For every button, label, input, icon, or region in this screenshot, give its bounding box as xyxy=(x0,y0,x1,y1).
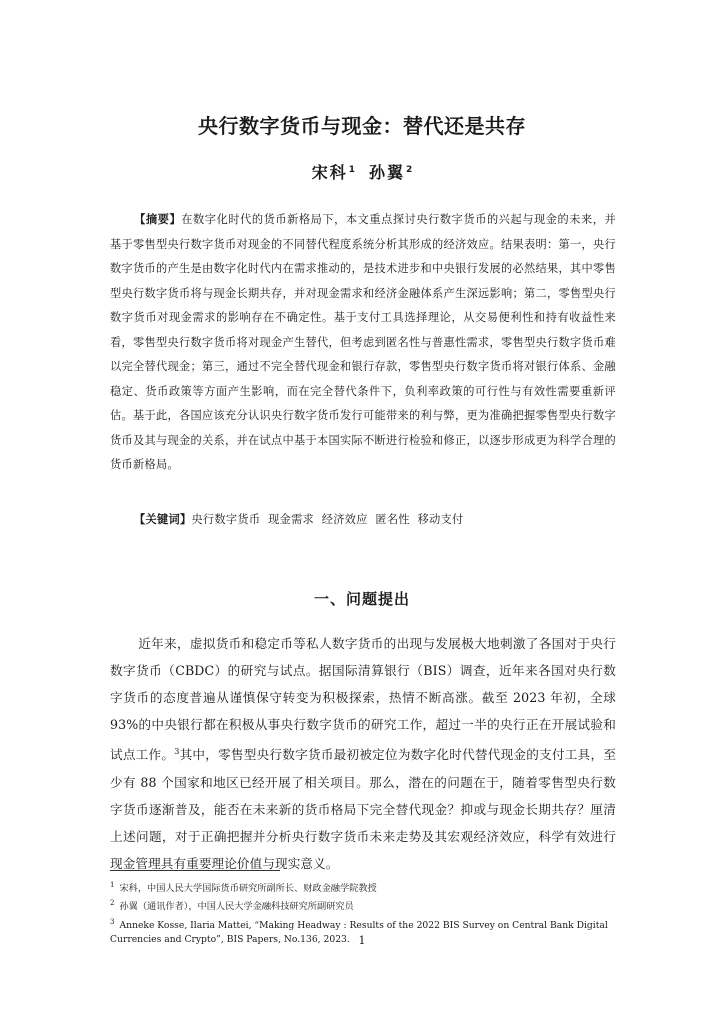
footnote-text: Anneke Kosse, Ilaria Mattei, “Making Headway : Results of the 2022 BIS Survey on Central Bank Digital Currencies and Crypto”, BIS Papers, No.136, 2023. xyxy=(110,920,608,946)
footnote-mark: 3 xyxy=(110,917,115,926)
keywords xyxy=(110,509,616,531)
footnote-mark: 1 xyxy=(110,881,115,889)
author-name: 孙翼 xyxy=(369,163,406,182)
body-text-part: 近年来，虚拟货币和稳定币等私人数字货币的出现与发展极大地刺激了各国对于央行数字货币（CBDC）的研究与试点。据国际清算银行（BIS）调查，近年来各国对央行数字货币的态度普遍从谨慎保守转变为积极探索，热情不断高涨。截至 2023 年初，全球 93%的中央银行都在积极从事央行数字货币的研究工作，超过一半的央行正在开展试验和试点工作。 xyxy=(110,636,616,763)
body-paragraph xyxy=(110,630,616,877)
footnote-divider xyxy=(110,870,280,871)
footnote-text: 宋科，中国人民大学国际货币研究所副所长、财政金融学院教授 xyxy=(119,883,377,895)
author-name: 宋科 xyxy=(311,163,348,182)
abstract xyxy=(110,208,616,478)
author-footnote-mark: 2 xyxy=(406,164,413,175)
abstract-text: 在数字化时代的货币新格局下，本文重点探讨央行数字货币的兴起与现金的未来，并基于零售型央行数字货币对现金的不同替代程度系统分析其形成的经济效应。结果表明：第一，央行数字货币的产生是由数字化时代内在需求推动的，是技术进步和中央银行发展的必然结果，其中零售型央行数字货币将与现金长期共存，并对现金需求和经济金融体系产生深远影响；第二，零售型央行数字货币对现金需求的影响存在不确定性。基于支付工具选择理论，从交易便利性和持有收益性来看，零售型央行数字货币将对现金产生替代，但考虑到匿名性与普惠性需求，零售型央行数字货币难以完全替代现金；第三，通过不完全替代现金和银行存款，零售型央行数字货币将对银行体系、金融稳定、货币政策等方面产生影响，而在完全替代条件下，负利率政策的可行性与有效性需要重新评估。基于此，各国应该充分认识央行数字货币发行可能带来的利与弊，更为准确把握零售型央行数字货币及其与现金的关系，并在试点中基于本国实际不断进行检验和修正，以逐步形成更为科学合理的货币新格局。 xyxy=(110,213,616,471)
body-text-part: 其中，零售型央行数字货币最初被定位为数字化时代替代现金的支付工具，至少有 88 个国家和地区已经开展了相关项目。那么，潜在的问题在于，随着零售型央行数字货币逐渐普及，能否在未来新的货币格局下完全替代现金？抑或与现金长期共存？厘清上述问题，对于正确把握并分析央行数字货币未来走势及其宏观经济效应，科学有效进行现金管理具有重要理论价值与现实意义。 xyxy=(110,747,617,871)
section-heading: 一、问题提出 xyxy=(313,590,410,608)
keywords-label: 【关键词】 xyxy=(134,513,192,526)
footnote-text: 孙翼（通讯作者），中国人民大学金融科技研究所副研究员 xyxy=(119,901,354,913)
footnote xyxy=(110,878,620,896)
author-line xyxy=(0,160,724,183)
footnote xyxy=(110,896,620,914)
footnote-mark: 2 xyxy=(110,899,115,908)
footnote-reference: 3 xyxy=(174,747,180,757)
author-footnote-mark: 1 xyxy=(348,164,355,175)
paper-title: 央行数字货币与现金：替代还是共存 xyxy=(198,114,526,138)
page-number: 1 xyxy=(358,934,366,947)
keywords-text: 央行数字货币 现金需求 经济效应 匿名性 移动支付 xyxy=(191,513,464,526)
abstract-label: 【摘要】 xyxy=(134,213,182,226)
